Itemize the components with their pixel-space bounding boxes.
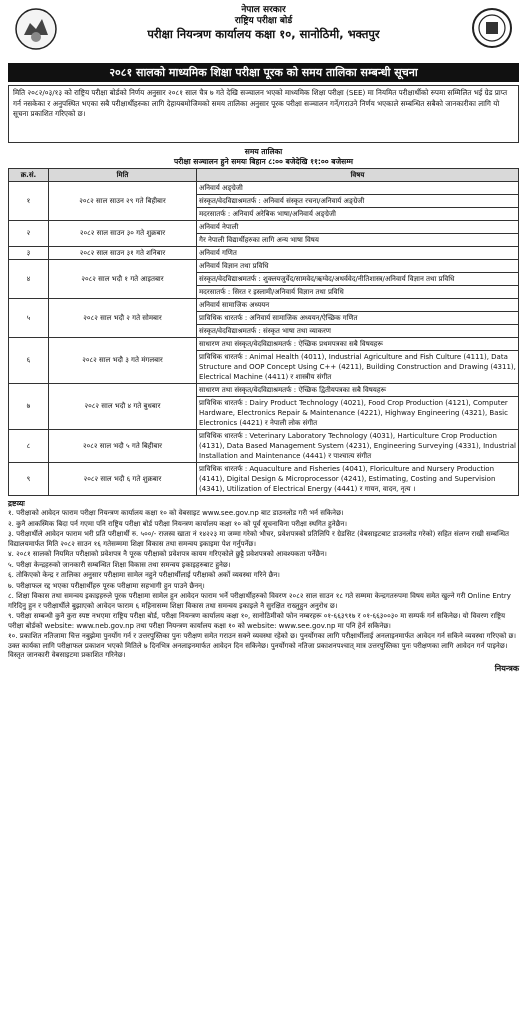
note-item: ५. परीक्षा केन्द्रहरुको जानकारी सम्बन्धित शिक्षा विकास तथा समन्वय इकाइहरुबाट हुनेछ। — [8, 560, 231, 569]
header — [8, 5, 519, 61]
row-subjects — [197, 260, 519, 299]
note-item: ६. तोकिएको केन्द्र र तालिका अनुसार परीक्षामा सामेल नहुने परीक्षार्थीलाई परीक्षाको अर्को व्यवस्था गरिने छैन। — [8, 571, 280, 579]
govt-name: नेपाल सरकार — [241, 5, 286, 15]
schedule-title: समय तालिका — [244, 147, 283, 156]
note-item: ४. २०८१ सालको नियमित परीक्षाको प्रवेशपत्र नै पूरक परीक्षाको प्रवेशपत्र कायम गरिएकोले छुट्टै प्रवेशपत्रको आवश्यकता पर्नेछैन। — [8, 550, 327, 558]
table-row — [9, 247, 519, 260]
row-sn: ५ — [9, 299, 49, 338]
row-date: २०८२ साल भदौ २ गते सोमबार — [49, 299, 197, 338]
table-row — [9, 384, 519, 430]
notice-banner: २०८१ सालको माध्यमिक शिक्षा परीक्षा पूरक को समय तालिका सम्बन्धी सूचना — [8, 63, 519, 82]
row-subjects — [197, 299, 519, 338]
row-date: २०८२ साल साउन ३० गते शुक्रबार — [49, 221, 197, 247]
subject-line: संस्कृत/वेदविद्याश्रमतर्फ : शुक्लयजुर्वेद/सामवेद/ऋग्वेद/अथर्ववेद/नीतिशास्त्र/अनिवार्य विज्ञान तथा प्रविधि — [197, 273, 518, 286]
subject-line: अनिवार्य गणित — [199, 249, 237, 257]
subject-line: मदरसातर्फ : अनिवार्य अरेबिक भाषा/अनिवार्य अङ्ग्रेजी — [199, 210, 336, 218]
table-row — [9, 463, 519, 496]
row-sn: ३ — [9, 247, 49, 260]
subject-line: प्राविधिक धारतर्फ : अनिवार्य सामाजिक अध्ययन/ऐच्छिक गणित — [197, 312, 518, 325]
subject-line: संस्कृत/वेदविद्याश्रमतर्फ : संस्कृत भाषा तथा व्याकरण — [199, 327, 331, 335]
row-date: २०८२ साल भदौ ४ गते बुधबार — [49, 384, 197, 430]
notes-list — [8, 509, 519, 661]
row-subjects — [197, 430, 519, 463]
row-subjects — [197, 221, 519, 247]
row-sn: २ — [9, 221, 49, 247]
nepal-emblem-icon — [14, 7, 58, 51]
board-name: राष्ट्रिय परीक्षा बोर्ड — [234, 16, 293, 26]
note-item: २. कुनै आकस्मिक बिदा पर्न गएमा पनि राष्ट्रिय परीक्षा बोर्ड परीक्षा नियन्त्रण कार्यालय कक्षा १० को पूर्व सूचनाविना परीक्षा स्थगित हुनेछैन। — [8, 519, 348, 528]
note-item: १. परीक्षाको आवेदन फाराम परीक्षा नियन्त्रण कार्यालय कक्षा १० को वेबसाइट www.see.gov.np बाट डाउनलोड गरी भर्न सकिनेछ। — [8, 509, 344, 517]
note-item: ७. परीक्षाफल रद्द भएका परीक्षार्थीहरु पूरक परीक्षामा सहभागी हुन पाउने छैनन्। — [8, 581, 205, 590]
schedule-table — [8, 168, 519, 496]
note-item: १०. प्रकाशित नतिजामा चित्त नबुझेमा पुनर्योग गर्न र उत्तरपुस्तिका पुनः परीक्षण समेत गराउन सक्ने व्यवस्था रहेको छ। पुनर्योगका लागि परीक्षार्थीलाई अनलाइनमार्फत आवेदन गर्न सकिने व्यवस्था गरिएको छ। उक्त कार्यका लागि परीक्षाफल प्रकाशन भएको मितिले ७ दिनभित्र अनलाइनमार्फत आवेदन दिन सकिनेछ। पुनर्योगको नतिजा प्रकाशनपश्चात् मात्र उत्तरपुस्तिका पुनः परीक्षणका लागि आवेदन गर्न पाइनेछ। विस्तृत जानकारी वेबसाइटमा प्रकाशित गरिनेछ। — [8, 632, 517, 659]
subject-line: अनिवार्य नेपाली — [197, 221, 518, 234]
subject-line: साधारण तथा संस्कृत/वेदविद्याश्रमतर्फ : ऐच्छिक प्रथमपत्रका सबै विषयहरू — [197, 338, 518, 351]
col-header-subject: विषय — [197, 169, 519, 182]
row-sn: ७ — [9, 384, 49, 430]
subject-line: प्राविधिक धारतर्फ : Animal Health (4011), Industrial Agriculture and Fish Culture (4111), Data Structure and OOP Concept Using C++ (4211), Building Construction and Drawing (4311), Electrical Machine (4411) र शास्त्रीय संगीत — [199, 353, 516, 381]
note-item: ९. परीक्षा सम्बन्धी कुनै कुरा स्पष्ट नभएमा राष्ट्रिय परीक्षा बोर्ड, परीक्षा नियन्त्रण कार्यालय कक्षा १०, सानोठिमीको फोन नम्बरहरू ०१-६६३९१७ र ०१-६६३००३० मा सम्पर्क गर्न सकिनेछ। यो विवरण राष्ट्रिय परीक्षा बोर्डको website: www.neb.gov.np तथा परीक्षा नियन्त्रण कार्यालय कक्षा १० को website: www.see.gov.np मा पनि हेर्न सकिनेछ। — [8, 612, 506, 630]
schedule-time: परीक्षा सञ्चालन हुने समयः बिहान ८:०० बजेदेखि ११:०० बजेसम्म — [174, 157, 353, 166]
intro-paragraph: मिति २०८२/०३/१३ को राष्ट्रिय परीक्षा बोर्डको निर्णय अनुसार २०८१ साल चैत्र ७ गते देखि सञ्चालन भएको माध्यमिक शिक्षा परीक्षा (SEE) मा नियमित परीक्षार्थीको रुपमा सम्मिलित भई ग्रेड प्राप्त गर्न नसकेका र अनुपस्थित भएका सबै परीक्षार्थीहरुका लागि देहायबमोजिमको समय तालिका अनुसार पूरक परीक्षा सञ्चालन गर्ने/गराउने निर्णय भएकाले सम्बन्धित सबैको जानकारीका लागि यो सूचना प्रकाशित गरिएको छ। — [8, 85, 519, 143]
row-date: २०८२ साल साउन २९ गते बिहीबार — [49, 182, 197, 221]
row-subjects — [197, 463, 519, 496]
subject-line: संस्कृत/वेदविद्याश्रमतर्फ : अनिवार्य संस्कृत रचना/अनिवार्य अङ्ग्रेजी — [197, 195, 518, 208]
table-row — [9, 430, 519, 463]
subject-line: मदरसातर्फ : सिरत र इस्लामी/अनिवार्य विज्ञान तथा प्रविधि — [199, 288, 344, 296]
board-logo-icon — [471, 7, 513, 49]
row-sn: ४ — [9, 260, 49, 299]
row-sn: १ — [9, 182, 49, 221]
row-subjects — [197, 338, 519, 384]
note-item: ३. परीक्षार्थीले आवेदन फाराम भरी प्रति परीक्षार्थी रु. ५००/- राजस्व खाता नं १४२२३ मा जम्मा गरेको भौचर, प्रवेशपत्रको प्रतिलिपि र ग्रेडसिट (वेबसाइटबाट डाउनलोड गरेको) सहित संलग्न राखी सम्बन्धित विद्यालयमार्फत मिति २०८२ साउन १६ गतेसम्ममा शिक्षा विकास तथा समन्वय इकाइमा पेश गर्नुपर्नेछ। — [8, 530, 510, 548]
table-row — [9, 299, 519, 338]
signature: नियन्त्रक — [494, 663, 519, 673]
table-row — [9, 338, 519, 384]
subject-line: प्राविधिक धारतर्फ : Aquaculture and Fisheries (4041), Floriculture and Nursery Production (4141), Digital Design & Microprocessor (4241), Estimating, Costing and Supervision (4341), Utilization of Electrical Energy (4441) र गायन, वादन, नृत्य । — [199, 465, 496, 493]
row-sn: ६ — [9, 338, 49, 384]
subject-line: प्राविधिक धारतर्फ : Veterinary Laboratory Technology (4031), Harticulture Crop Production (4131), Data Based Management System (4231), Engineering Surveying (4331), Industrial Installation and Maintenance (4441) र पाश्चात्य संगीत — [199, 432, 516, 460]
row-date: २०८२ साल साउन ३१ गते शनिबार — [49, 247, 197, 260]
row-date: २०८२ साल भदौ ५ गते बिहीबार — [49, 430, 197, 463]
subject-line: गैर नेपाली विद्यार्थीहरुका लागि अन्य भाषा विषय — [199, 236, 319, 244]
row-sn: ८ — [9, 430, 49, 463]
office-name: परीक्षा नियन्त्रण कार्यालय कक्षा १०, सानोठिमी, भक्तपुर — [147, 27, 380, 41]
note-item: ८. शिक्षा विकास तथा समन्वय इकाइहरुले पूरक परीक्षामा सामेल हुन आवेदन फाराम भर्ने परीक्षार्थीहरुको विवरण २०८२ साल साउन १८ गते सम्ममा केन्द्रगतरुपमा विषय समेत खुल्ने गरी Online Entry गरिदिनु हुन र परीक्षार्थीले बुझाएको आवेदन फाराम ६ महिनासम्म शिक्षा विकास तथा समन्वय इकाइले नै सुरक्षित राख्नुहुन अनुरोध छ। — [8, 592, 511, 610]
col-header-date: मिति — [49, 169, 197, 182]
subject-line: साधारण तथा संस्कृत/वेदविद्याश्रमतर्फ : ऐच्छिक द्वितीयपत्रका सबै विषयहरू — [197, 384, 518, 397]
table-row — [9, 260, 519, 299]
row-date: २०८२ साल भदौ ६ गते शुक्रबार — [49, 463, 197, 496]
subject-line: प्राविधिक धारतर्फ : Dairy Product Technology (4021), Food Crop Production (4121), Computer Hardware, Electronics Repair & Maintenance (4221), Highway Engineering (4321), Basic Electronics (4421) र नेपाली लोक संगीत — [199, 399, 508, 427]
row-sn: ९ — [9, 463, 49, 496]
row-subjects — [197, 182, 519, 221]
subject-line: अनिवार्य सामाजिक अध्ययन — [197, 299, 518, 312]
subject-line: अनिवार्य अङ्ग्रेजी — [197, 182, 518, 195]
notes-heading: द्रष्टव्यः — [8, 499, 25, 508]
row-subjects — [197, 384, 519, 430]
table-row — [9, 221, 519, 247]
subject-line: अनिवार्य विज्ञान तथा प्रविधि — [197, 260, 518, 273]
table-row — [9, 182, 519, 221]
notice-page — [8, 5, 519, 1019]
row-date: २०८२ साल भदौ ३ गते मंगलबार — [49, 338, 197, 384]
col-header-sn: क्र.सं. — [9, 169, 49, 182]
row-subjects — [197, 247, 519, 260]
row-date: २०८२ साल भदौ १ गते आइतबार — [49, 260, 197, 299]
